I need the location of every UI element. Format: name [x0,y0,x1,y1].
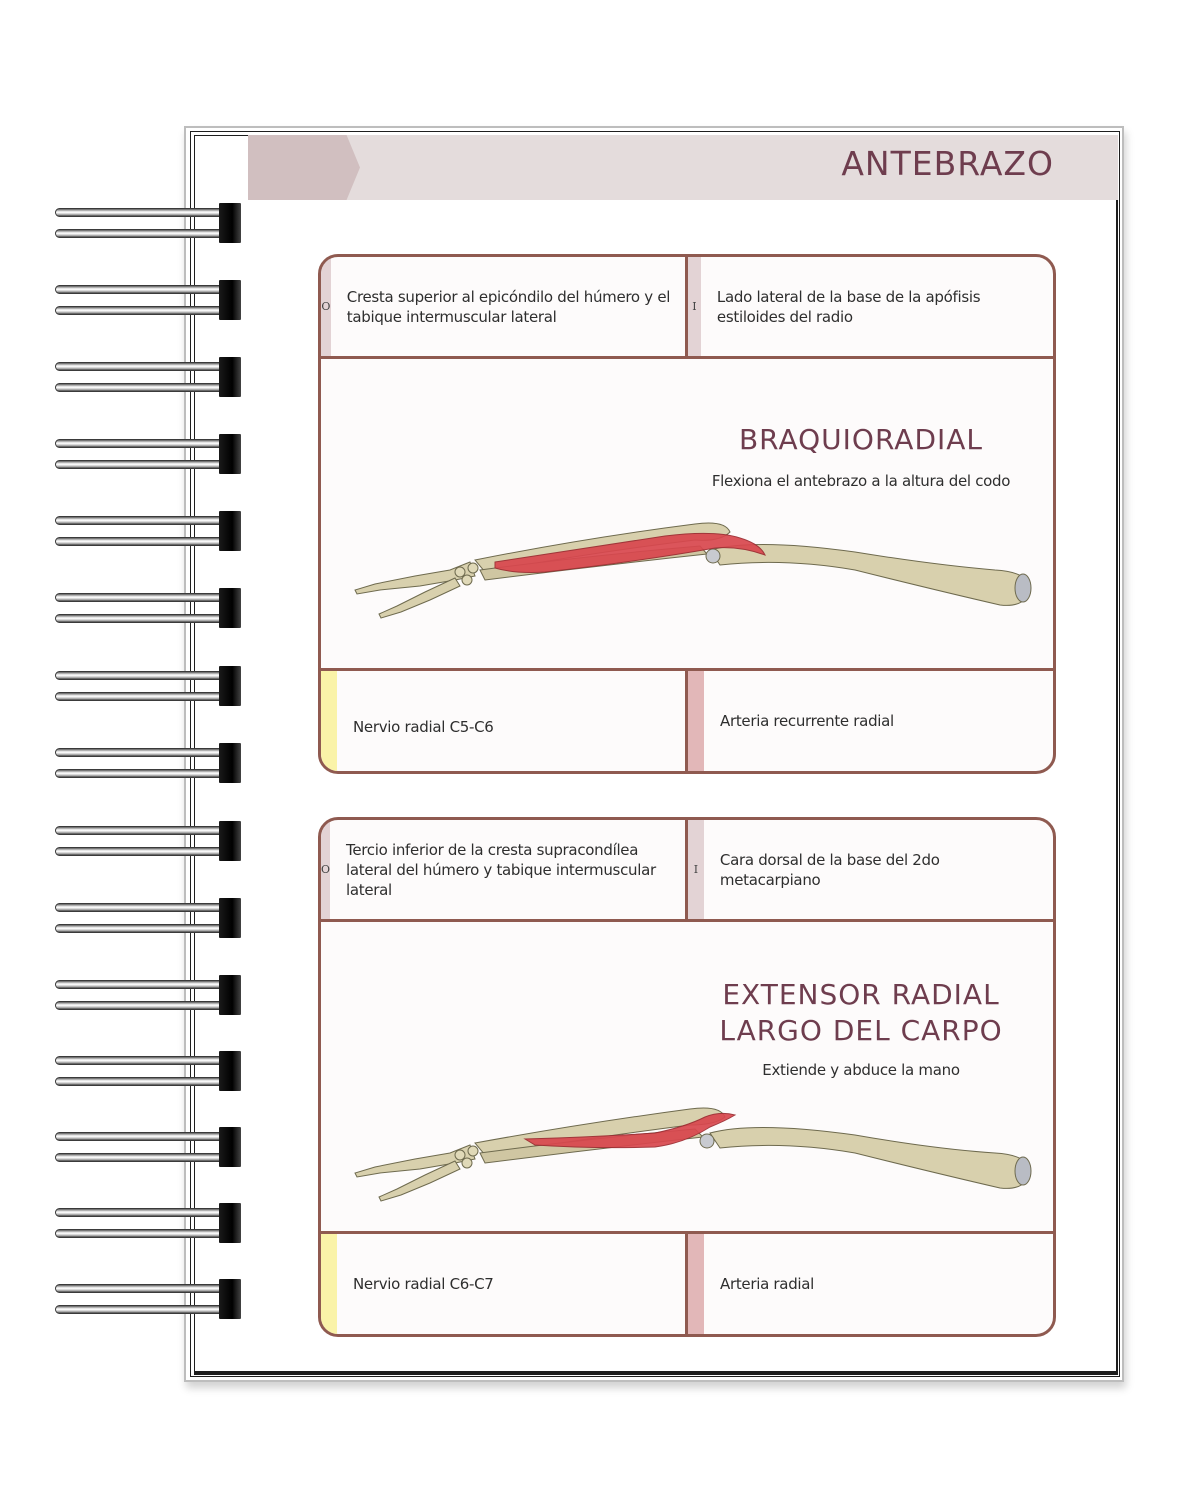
nerve-cell [321,671,688,771]
insertion-cell [688,820,1053,919]
origin-cell [321,257,688,356]
origin-tag: O [321,820,330,919]
muscle-name-line-2: LARGO DEL CARPO [719,1014,1003,1047]
nerve-artery-row [321,1231,1053,1334]
origin-text: Tercio inferior de la cresta supracondílea lateral del húmero y tabique intermuscular lateral [346,840,656,899]
origin-insertion-row [321,257,1053,359]
spiral-ring [55,436,245,470]
header-arrow-decoration [248,135,360,200]
muscle-name-line-1: EXTENSOR RADIAL [722,978,1000,1011]
nerve-cell [321,1234,688,1334]
arm-bones-extensor-carpi-radialis-longus-illustration [335,1097,1035,1207]
spiral-ring [55,1053,245,1087]
nerve-text: Nervio radial C6-C7 [353,1275,494,1293]
spiral-ring [55,900,245,934]
spiral-ring [55,977,245,1011]
muscle-card-braquioradial [318,254,1056,774]
artery-tag [688,671,704,771]
nerve-artery-row [321,668,1053,771]
artery-text: Arteria recurrente radial [720,712,894,730]
spiral-ring [55,1205,245,1239]
artery-tag [688,1234,704,1334]
insertion-tag: I [688,257,701,356]
muscle-action: Flexiona el antebrazo a la altura del codo [711,472,1011,490]
origin-insertion-row [321,820,1053,922]
spiral-ring [55,823,245,857]
origin-cell [321,820,688,919]
nerve-tag [321,1234,337,1334]
muscle-illustration-area [321,925,1053,1232]
arm-bones-brachioradialis-illustration [335,510,1035,620]
insertion-cell [688,257,1053,356]
nerve-tag [321,671,337,771]
muscle-name: BRAQUIORADIAL [738,423,984,456]
spiral-ring [55,1129,245,1163]
spiral-ring [55,359,245,393]
spiral-ring [55,745,245,779]
spiral-ring [55,282,245,316]
nerve-text: Nervio radial C5-C6 [353,718,494,736]
origin-tag: O [321,257,331,356]
spiral-ring [55,1281,245,1315]
insertion-text: Lado lateral de la base de la apófisis estiloides del radio [716,287,981,326]
spiral-ring [55,668,245,702]
artery-text: Arteria radial [720,1275,815,1293]
spiral-ring [55,590,245,624]
spiral-ring [55,513,245,547]
section-title: ANTEBRAZO [841,144,1054,183]
spiral-ring [55,205,245,239]
origin-text: Cresta superior al epicóndilo del húmero y el tabique intermuscular lateral [346,287,671,326]
muscle-illustration-area [321,362,1053,669]
muscle-card-extensor-radial-largo-del-carpo [318,817,1056,1337]
insertion-tag: I [688,820,704,919]
artery-cell [688,1234,1053,1334]
insertion-text: Cara dorsal de la base del 2do metacarpiano [719,850,940,889]
muscle-action: Extiende y abduce la mano [762,1061,960,1079]
artery-cell [688,671,1053,771]
